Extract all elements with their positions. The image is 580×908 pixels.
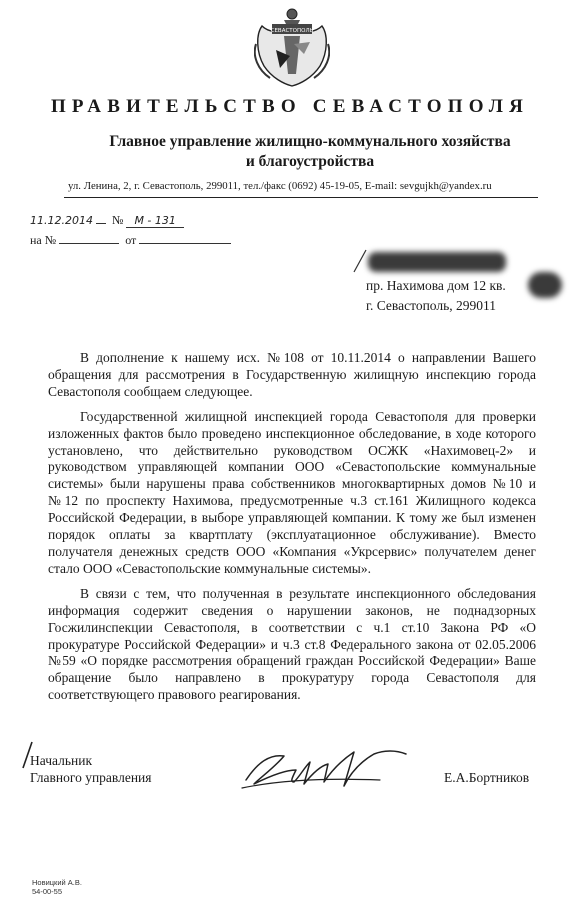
handwritten-signature-icon <box>240 740 410 798</box>
executor-name: Новицкий А.В. <box>32 878 82 887</box>
signatory-title <box>30 752 152 786</box>
department-name <box>70 132 550 172</box>
government-title: ПРАВИТЕЛЬСТВО СЕВАСТОПОЛЯ <box>50 96 530 117</box>
from-label: от <box>125 233 137 247</box>
redacted-apartment-number <box>528 272 562 298</box>
department-line-2: и благоустройства <box>245 153 375 170</box>
header-divider <box>64 197 538 198</box>
registration-date: 11.12.2014 <box>30 214 93 227</box>
registration-line <box>30 212 184 228</box>
addressee-street: пр. Нахимова дом 12 кв. <box>366 278 506 293</box>
date-underline <box>96 212 106 224</box>
registration-number: М - 131 <box>126 214 183 228</box>
reply-date-blank <box>139 232 231 244</box>
number-label: № <box>111 213 124 227</box>
reply-line <box>30 232 231 248</box>
reply-number-blank <box>59 232 119 244</box>
signatory-name: Е.А.Бортников <box>444 770 530 785</box>
executor-info <box>32 878 82 896</box>
executor-phone: 54-00-55 <box>32 887 63 896</box>
emblem-text: СЕВАСТОПОЛЬ <box>270 28 314 34</box>
contacts-line: ул. Ленина, 2, г. Севастополь, 299011, тел./факс (0692) 45-19-05, E-mail: sevgujkh@yandex.ru <box>68 180 492 192</box>
department-line-1: Главное управление жилищно-коммунального хозяйства <box>109 133 511 150</box>
sevastopol-coat-of-arms-icon <box>254 4 330 88</box>
addressee-city: г. Севастополь, 299011 <box>366 298 497 313</box>
body-paragraph-3: В связи с тем, что полученная в результате инспекционного обследования информация содержит сведения о нарушении законов, не поднадзорных Госжилинспекции Севастополя, в соответствии с ч.1 ст.10 Закона РФ «О прокуратуре Российской Федерации» и ч.3 ст.8 Федерального закона от 02.05.2006 №59 «О порядке рассмотрения обращений граждан Российской Федерации» Ваше обращение было направлено в прокуратуру города Севастополя для соответствующего правового реагирования. <box>48 585 536 703</box>
signatory-title-line-2: Главного управления <box>30 770 152 785</box>
letter-body <box>48 350 536 704</box>
body-paragraph-1: В дополнение к нашему исх. №108 от 10.11.2014 о направлении Вашего обращения для рассмотрения в Государственную жилищную инспекцию города Севастополя сообщаем следующее. <box>48 350 536 399</box>
signatory-title-line-1: Начальник <box>30 753 93 768</box>
body-paragraph-2: Государственной жилищной инспекцией города Севастополя для проверки изложенных фактов было проведено инспекционное обследование, в ходе которого установлено, что действительно руководством ОСЖК «Нахимовец-2» и руководством управляющей компании ООО «Севастопольские коммунальные системы» были нарушены права собственников многоквартирных домов №10 и №12 по проспекту Нахимова, предусмотренные ч.3 ст.161 Жилищного кодекса Российской Федерации, в выборе управляющей компании. К тому же был изменен порядок оплаты за квартплату (эксплуатационное обслуживание). Вместо получателя денежных средств ООО «Компания «Укрсервис» получателем денег стало ООО «Севастопольские коммунальные системы». <box>48 408 536 576</box>
reply-label: на № <box>30 233 57 247</box>
redacted-addressee-name <box>368 252 506 272</box>
